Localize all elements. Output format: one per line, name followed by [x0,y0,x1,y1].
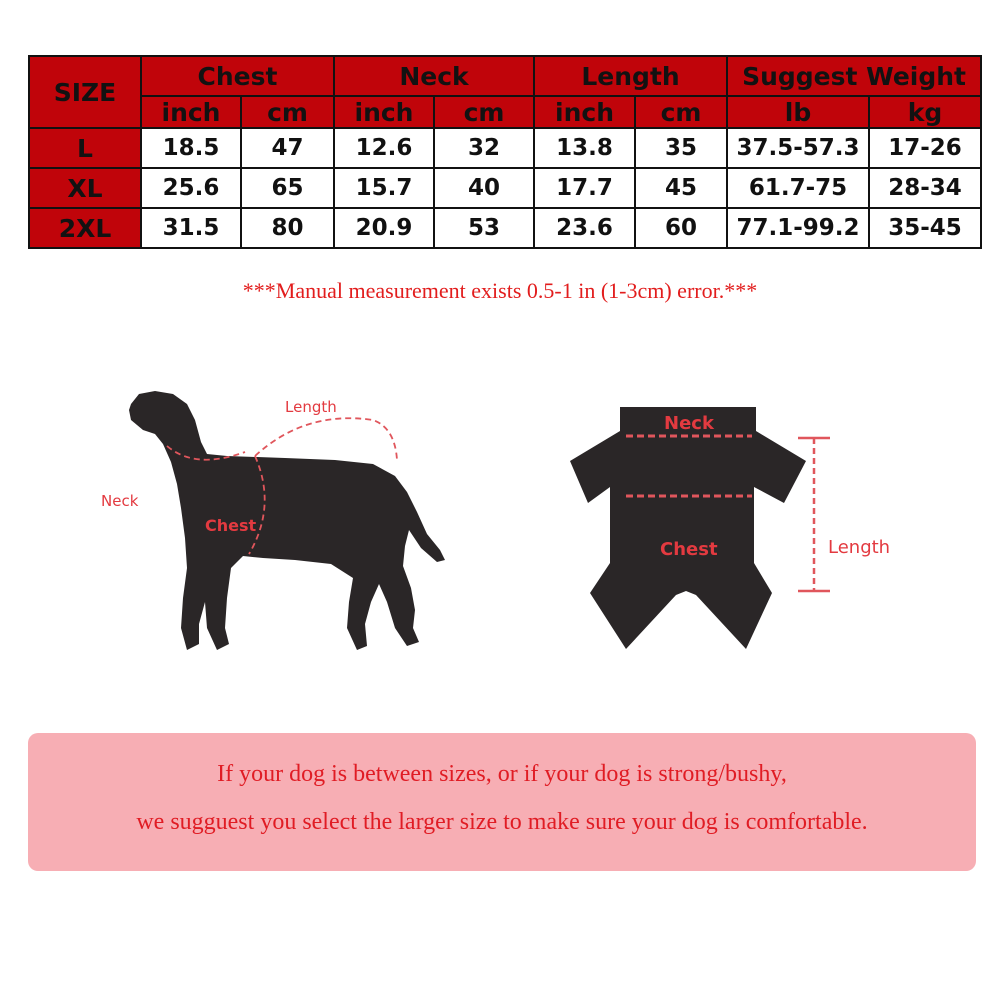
table-cell: 61.7-75 [727,168,869,208]
table-row [29,128,981,168]
table-cell: 13.8 [534,128,635,168]
garment-length-label: Length [828,537,891,558]
dog-measurement-diagram [95,388,455,658]
unit-header: cm [434,96,534,128]
size-cell: 2XL [29,208,141,248]
unit-header: cm [635,96,727,128]
table-cell: 32 [434,128,534,168]
table-row [29,168,981,208]
table-cell: 35 [635,128,727,168]
unit-header: inch [141,96,241,128]
unit-header: inch [334,96,434,128]
table-cell: 15.7 [334,168,434,208]
table-cell: 80 [241,208,334,248]
garment-neck-label: Neck [664,413,714,434]
table-cell: 23.6 [534,208,635,248]
table-cell: 47 [241,128,334,168]
table-cell: 31.5 [141,208,241,248]
table-cell: 20.9 [334,208,434,248]
table-header-row [29,56,981,96]
unit-header: lb [727,96,869,128]
size-chart-table [28,55,982,249]
table-cell: 28-34 [869,168,981,208]
table-cell: 60 [635,208,727,248]
dog-chest-label: Chest [205,516,257,535]
dog-neck-label: Neck [101,492,139,510]
table-row [29,208,981,248]
size-cell: XL [29,168,141,208]
table-unit-row [29,96,981,128]
table-cell: 77.1-99.2 [727,208,869,248]
table-cell: 35-45 [869,208,981,248]
unit-header: inch [534,96,635,128]
garment-chest-label: Chest [660,539,718,560]
unit-header: cm [241,96,334,128]
garment-silhouette [570,407,806,649]
dog-silhouette [129,391,445,650]
weight-header: Suggest Weight [727,56,981,96]
garment-measurement-diagram [568,405,913,655]
table-cell: 53 [434,208,534,248]
unit-header: kg [869,96,981,128]
measurement-note: ***Manual measurement exists 0.5-1 in (1-3cm) error.*** [242,278,758,303]
chest-header: Chest [141,56,334,96]
size-header: SIZE [29,56,141,128]
size-cell: L [29,128,141,168]
table-cell: 12.6 [334,128,434,168]
table-cell: 40 [434,168,534,208]
table-cell: 45 [635,168,727,208]
neck-header: Neck [334,56,534,96]
table-cell: 18.5 [141,128,241,168]
table-cell: 37.5-57.3 [727,128,869,168]
dog-length-label: Length [285,398,337,416]
table-cell: 25.6 [141,168,241,208]
dog-length-measure-line [255,418,397,460]
size-advice-box [28,733,976,871]
table-cell: 17.7 [534,168,635,208]
length-header: Length [534,56,727,96]
advice-line-2: we sugguest you select the larger size to make sure your dog is comfortable. [136,809,868,835]
advice-line-1: If your dog is between sizes, or if your dog is strong/bushy, [217,761,787,787]
table-cell: 17-26 [869,128,981,168]
table-cell: 65 [241,168,334,208]
